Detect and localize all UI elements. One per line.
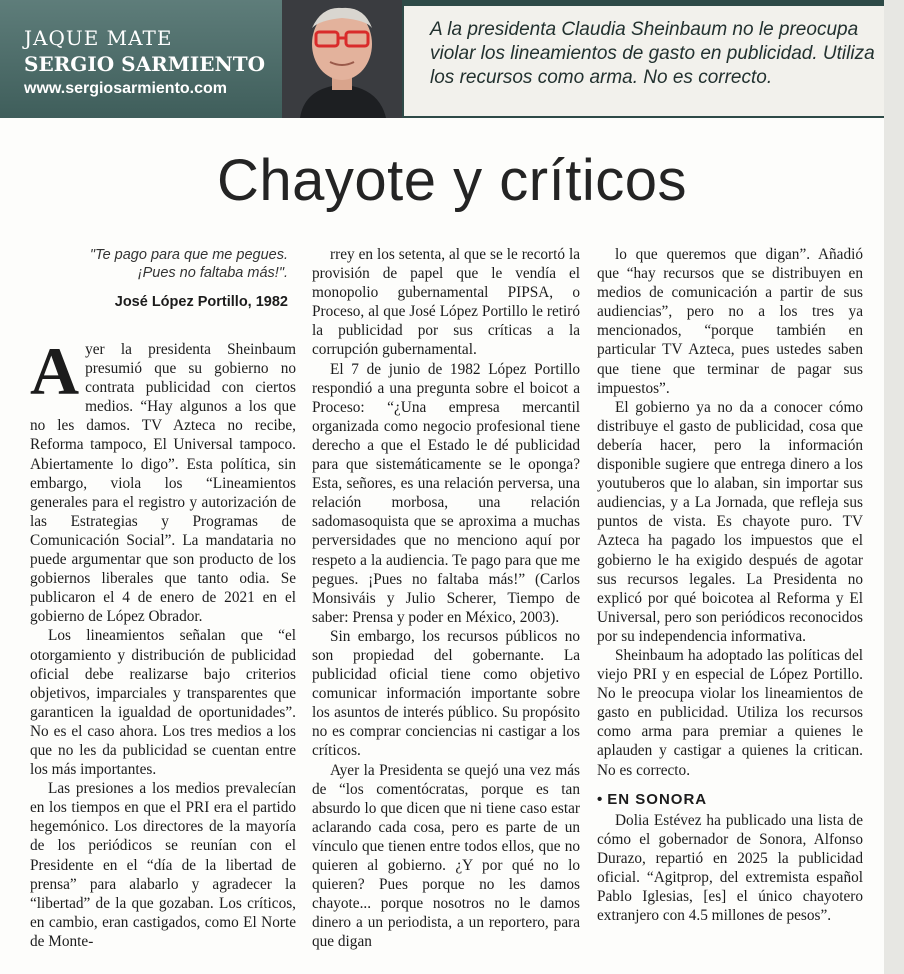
paragraph-text: yer la presidenta Sheinbaum presumió que su gobierno no contrata publicidad con ciertos medios. “Hay algunos a los que no les damos. TV Azteca no recibe, Reforma tampoco, El Universal tampoco. Abiertamente lo digo”. Esta política, sin embargo, viola los “Lineamientos generales para el registro y autorización de las Estrategias y Programas de Comunicación Social”. La mandataria no puede argumentar que son producto de los gobiernos liberales que tanto odia. Se publicaron el 4 de enero de 2021 en el gobierno de López Obrador. <box>30 341 296 626</box>
author-name: SERGIO SARMIENTO <box>24 52 266 76</box>
paragraph: Las presiones a los medios prevalecían en los tiempos en que el PRI era el partido hegemónico. Los directores de la mayoría de los periódicos se reunían con el Presidente en el “día de la libertad de prensa” para alabarlo y agradecer la “libertad” de la que gozaban. Los críticos, en cambio, eran castigados, como El Norte de Monte- <box>30 780 296 950</box>
bullet-icon: • <box>597 790 604 808</box>
epigraph-quote-line: "Te pago para que me pegues. <box>89 247 288 263</box>
subhead-text: EN SONORA <box>607 790 708 808</box>
kicker-text: A la presidenta Claudia Sheinbaum no le preocupa violar los lineamientos de gasto en publicidad. Utiliza los recursos como arma. No es correcto. <box>430 19 875 88</box>
author-portrait-illustration <box>282 0 402 118</box>
text-column-1 <box>30 333 296 951</box>
headline: Chayote y críticos <box>217 148 687 213</box>
epigraph-quote <box>24 246 288 282</box>
paragraph: Dolia Estévez ha publicado una lista de cómo el gobernador de Sonora, Alfonso Durazo, repartió en 2025 la publicidad oficial. “Agitprop, del extremista español Pablo Iglesias, [es] el único chayotero extranjero con 4.5 millones de pesos”. <box>597 811 863 925</box>
paragraph: El 7 de junio de 1982 López Portillo respondió a una pregunta sobre el boicot a Proceso: “¿Una empresa mercantil organizada como negocio profesional tiene derecho a que el Estado le dé publicidad para que sistemáticamente se le oponga? Esta, señores, es una relación perversa, una relación morbosa, una relación sadomasoquista que se aproxima a muchas perversidades que no menciono aquí por respeto a la audiencia. Te pago para que me pegues. ¡Pues no faltaba más!” (Carlos Monsiváis y Julio Scherer, Tiempo de saber: Prensa y poder en México, 2003). <box>312 360 580 626</box>
paragraph <box>30 333 296 626</box>
paragraph: El gobierno ya no da a conocer cómo distribuye el gasto de publicidad, cosa que debería hacer, pero la información disponible sugiere que entrega dinero a los youtuberos que lo alaban, sin importar sus audiencias, y a La Jornada, que refleja sus puntos de vista. Es chayote puro. TV Azteca ha pagado los impuestos que el gobierno le ha exigido después de agotar sus recursos legales. La Presidenta no explicó por qué boicotea al Reforma y El Universal, pero son periódicos reconocidos por su independencia informativa. <box>597 398 863 645</box>
epigraph-quote-line: ¡Pues no faltaba más!". <box>137 265 288 281</box>
text-column-3 <box>597 245 863 925</box>
page-edge <box>884 0 904 974</box>
column-header <box>0 0 904 118</box>
author-website: www.sergiosarmiento.com <box>24 80 228 97</box>
column-name: JAQUE MATE <box>24 26 173 50</box>
author-portrait <box>282 0 402 118</box>
paragraph: Sheinbaum ha adoptado las políticas del viejo PRI y en especial de López Portillo. No le preocupa violar los lineamientos de gasto en publicidad. Utiliza los recursos como arma para premiar a quienes le aplauden y castigar a quienes la critican. No es correcto. <box>597 646 863 779</box>
text-column-2 <box>312 245 580 951</box>
paragraph: Sin embargo, los recursos públicos no son propiedad del gobernante. La publicidad oficial tiene como objetivo comunicar información importante sobre los asuntos de interés público. Su propósito no es comprar conciencias ni castigar a los críticos. <box>312 627 580 760</box>
paragraph: Ayer la Presidenta se quejó una vez más de “los comentócratas, porque es tan absurdo lo que dicen que ni tiene caso estar aclarando cada cosa, pero es parte de un vínculo que tienen entre todos ellos, que no quieren al gobierno. ¿Y por qué no lo quieren? Pues porque no les damos chayote... porque nosotros no le damos dinero a un periodista, a un reportero, para que digan <box>312 761 580 951</box>
section-subhead <box>597 790 863 809</box>
paragraph: Los lineamientos señalan que “el otorgamiento y distribución de publicidad oficial debe realizarse bajo criterios objetivos, imparciales y transparentes que garanticen la igualdad de oportunidades”. No es el caso ahora. Los tres medios a los que no les da publicidad se cuentan entre los más importantes. <box>30 627 296 779</box>
paragraph-continuation: rrey en los setenta, al que se le recortó la provisión de papel que le vendía el monopolio gubernamental PIPSA, o Proceso, al que José López Portillo le retiró la publicidad por sus críticas a la corrupción gubernamental. <box>312 246 580 359</box>
column-brand <box>0 0 282 118</box>
paragraph-continuation: lo que queremos que digan”. Añadió que “hay recursos que se distribuyen en medios de comunicación a partir de sus audiencias”, pero no a los tres ya mencionados, “porque también en particular TV Azteca, pues ustedes saben que tiene que terminar de pagar sus impuestos”. <box>597 246 863 397</box>
drop-cap: A <box>30 333 80 409</box>
epigraph-source: José López Portillo, 1982 <box>114 294 288 310</box>
kicker-box <box>404 6 884 116</box>
